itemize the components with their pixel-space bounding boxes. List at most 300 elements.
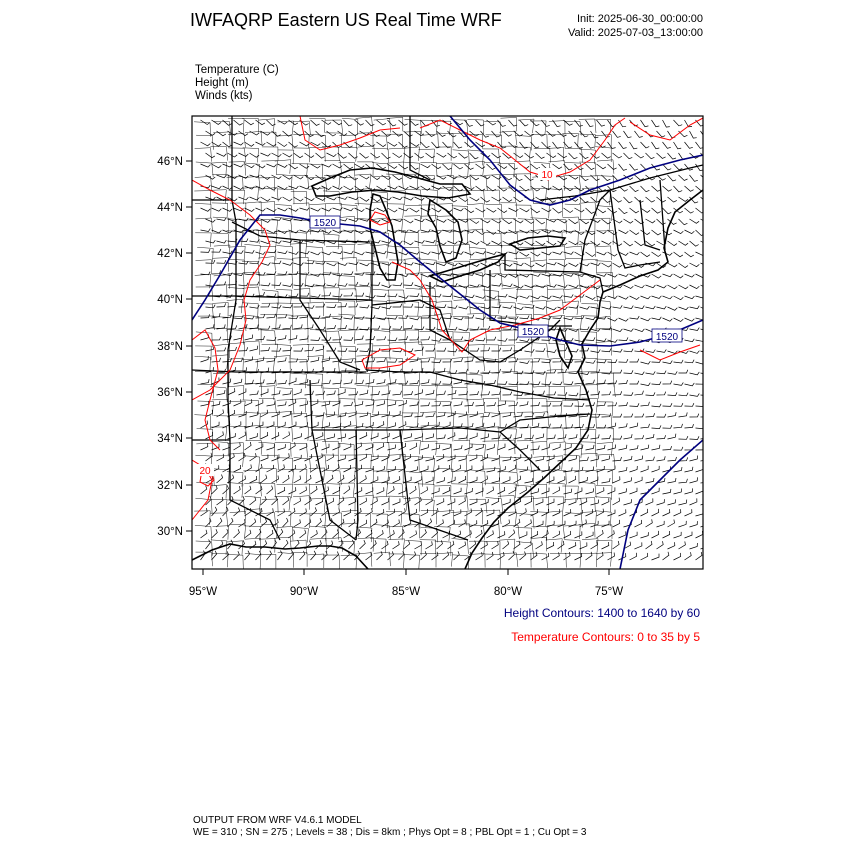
- wind-barb: [597, 274, 607, 277]
- wind-barb: [476, 402, 485, 406]
- wind-barb: [267, 294, 277, 297]
- county-line: [549, 121, 565, 135]
- county-line: [467, 313, 483, 327]
- county-line: [467, 134, 483, 148]
- wind-barb: [619, 509, 626, 516]
- wind-barb: [410, 208, 420, 212]
- wind-barb: [267, 357, 276, 362]
- wind-barb: [586, 142, 594, 148]
- wind-barb: [630, 532, 638, 538]
- wind-barb: [245, 164, 255, 168]
- wind-barb: [619, 531, 626, 538]
- wind-barb: [300, 230, 310, 233]
- wind-barb: [399, 164, 408, 169]
- wind-barb: [465, 402, 474, 406]
- county-line: [564, 427, 581, 441]
- wind-barb: [371, 455, 379, 461]
- county-line: [532, 527, 548, 541]
- wind-barb: [404, 520, 411, 527]
- wind-barb: [569, 241, 579, 245]
- wind-barb: [239, 453, 246, 461]
- county-line: [402, 413, 418, 427]
- wind-barb: [382, 390, 391, 395]
- wind-barb: [564, 317, 574, 320]
- wind-barb: [520, 531, 527, 538]
- wind-barb: [206, 175, 216, 179]
- county-line: [406, 472, 423, 487]
- wind-barb: [679, 131, 688, 137]
- wind-barb: [586, 488, 594, 494]
- wind-barb: [558, 392, 567, 395]
- wind-barb: [250, 305, 260, 308]
- wind-barb: [520, 508, 527, 516]
- wind-barb: [360, 412, 368, 417]
- wind-barb: [278, 401, 287, 406]
- wind-barb: [322, 314, 331, 318]
- wind-barb: [283, 153, 293, 157]
- county-line: [246, 383, 262, 397]
- wind-barb: [586, 467, 594, 473]
- county-line: [533, 386, 549, 400]
- wind-barb: [652, 466, 660, 472]
- wind-barb: [481, 219, 491, 223]
- wind-barb: [234, 465, 241, 472]
- wind-barb: [201, 208, 211, 211]
- wind-barb: [514, 434, 522, 439]
- wind-barb: [410, 186, 420, 189]
- wind-barb: [630, 423, 638, 428]
- county-line: [338, 443, 354, 459]
- wind-barb: [536, 263, 546, 267]
- wind-barb: [619, 296, 629, 299]
- wind-barb: [228, 281, 237, 285]
- wind-barb: [630, 553, 637, 560]
- wind-barb: [630, 316, 640, 319]
- county-line: [483, 345, 499, 359]
- wind-barb: [701, 372, 711, 375]
- wind-barb: [597, 120, 605, 126]
- wind-barb: [338, 263, 348, 266]
- wind-barb: [454, 337, 463, 340]
- wind-barb: [624, 477, 632, 483]
- wind-barb: [674, 186, 683, 192]
- wind-barb: [261, 131, 271, 135]
- wind-barb: [206, 540, 211, 549]
- wind-barb: [597, 402, 606, 406]
- county-line: [499, 164, 515, 178]
- wind-barb: [393, 541, 400, 549]
- wind-barb: [217, 497, 224, 505]
- county-line: [196, 135, 213, 150]
- wind-barb: [305, 475, 312, 483]
- wind-barb: [520, 252, 530, 256]
- wind-barb: [344, 379, 353, 384]
- wind-barb: [239, 347, 248, 351]
- wind-barb: [509, 208, 519, 212]
- county-line: [292, 329, 308, 343]
- wind-barb: [663, 489, 671, 494]
- county-line: [308, 554, 324, 568]
- wind-barb: [674, 120, 683, 126]
- wind-barb: [536, 541, 543, 549]
- wind-barb: [514, 307, 524, 310]
- wind-barb: [696, 295, 706, 298]
- wind-barb: [652, 142, 660, 149]
- wind-barb: [421, 509, 428, 516]
- wind-barb: [525, 131, 534, 136]
- county-line: [310, 498, 326, 512]
- wind-barb: [536, 219, 545, 224]
- wind-barb: [668, 371, 678, 374]
- wind-barb: [646, 197, 655, 202]
- county-line: [340, 413, 357, 427]
- wind-barb: [635, 306, 645, 309]
- wind-barb: [487, 552, 494, 560]
- wind-barb: [344, 486, 350, 494]
- wind-barb: [663, 381, 672, 384]
- wind-barb: [602, 391, 611, 395]
- county-line: [372, 456, 388, 470]
- wind-barb: [206, 518, 212, 527]
- wind-barb: [685, 142, 693, 148]
- wind-barb: [410, 552, 416, 561]
- wind-barb: [289, 142, 298, 147]
- wind-barb: [514, 175, 523, 181]
- wind-barb: [261, 153, 271, 156]
- wind-barb: [613, 329, 623, 332]
- county-line: [340, 455, 356, 469]
- wind-barb: [531, 423, 539, 428]
- wind-barb: [652, 296, 662, 299]
- county-line: [229, 162, 246, 176]
- wind-barb: [476, 317, 486, 320]
- wind-barb: [536, 241, 546, 245]
- wind-barb: [630, 466, 638, 472]
- wind-barb: [657, 392, 666, 395]
- wind-barb: [553, 382, 563, 385]
- county-line: [388, 554, 404, 568]
- county-line: [355, 286, 371, 301]
- wind-barb: [536, 153, 545, 159]
- wind-barb: [641, 424, 650, 428]
- wind-barb: [597, 164, 606, 169]
- wind-barb: [393, 326, 402, 329]
- lat-label: 36°N: [157, 387, 183, 399]
- wind-barb: [580, 153, 589, 159]
- county-line: [470, 499, 488, 513]
- wind-barb: [514, 131, 523, 136]
- wind-barb: [613, 305, 623, 308]
- wind-barb: [536, 521, 544, 527]
- wind-barb: [421, 336, 430, 340]
- wind-barb: [608, 359, 618, 362]
- wind-barb: [476, 552, 483, 560]
- wind-barb: [487, 467, 496, 472]
- wind-barb: [283, 497, 289, 505]
- wind-barb: [679, 307, 689, 310]
- wind-barb: [498, 338, 508, 341]
- wind-barb: [459, 369, 468, 373]
- wind-barb: [421, 402, 430, 406]
- wind-barb: [690, 543, 698, 549]
- wind-barb: [553, 164, 563, 169]
- wind-barb: [668, 392, 678, 395]
- wind-barb: [657, 219, 666, 224]
- wind-barb: [696, 339, 706, 342]
- wind-barb: [674, 296, 684, 300]
- county-line: [262, 455, 279, 469]
- wind-barb: [289, 208, 299, 211]
- wind-barb: [300, 336, 309, 341]
- wind-barb: [503, 305, 513, 308]
- wind-barb: [437, 391, 446, 395]
- wind-barb: [410, 402, 419, 407]
- wind-barb: [674, 164, 683, 170]
- county-line: [389, 539, 405, 553]
- wind-barb: [333, 186, 343, 189]
- wind-barb: [685, 230, 695, 234]
- wind-barb: [630, 445, 639, 450]
- wind-barb: [701, 197, 710, 203]
- wind-barb: [487, 230, 497, 234]
- wind-barb: [503, 541, 509, 549]
- wind-barb: [470, 284, 480, 287]
- wind-barb: [305, 324, 314, 329]
- wind-barb: [267, 271, 277, 274]
- wind-barb: [360, 390, 368, 395]
- county-line: [356, 329, 372, 343]
- wind-barb: [613, 370, 622, 373]
- wind-barb: [245, 250, 255, 253]
- wind-barb: [701, 543, 709, 549]
- county-line: [261, 233, 277, 248]
- wind-barb: [481, 347, 490, 351]
- wind-barb: [448, 263, 458, 266]
- wind-barb: [459, 476, 466, 483]
- wind-barb: [322, 465, 329, 472]
- county-line: [437, 216, 454, 230]
- wind-barb: [223, 485, 229, 494]
- wind-barb: [360, 153, 369, 158]
- wind-barb: [393, 349, 403, 352]
- valid-time: Valid: 2025-07-03_13:00:00: [568, 27, 703, 39]
- county-line: [357, 133, 373, 147]
- wind-barb: [322, 292, 331, 296]
- wind-barb: [674, 383, 684, 386]
- wind-barb: [294, 153, 304, 158]
- wind-barb: [278, 164, 288, 167]
- wind-barb: [223, 186, 233, 189]
- wind-barb: [509, 142, 518, 148]
- wind-barb: [432, 445, 440, 450]
- wind-barb: [597, 208, 606, 213]
- wind-barb: [624, 263, 634, 266]
- wind-barb: [520, 120, 529, 126]
- field-height-label: Height (m): [195, 77, 249, 89]
- wind-barb: [668, 197, 677, 202]
- wind-barb: [652, 509, 659, 516]
- wind-barb: [256, 551, 261, 560]
- wind-barb: [333, 230, 343, 233]
- wind-barb: [459, 328, 469, 331]
- county-line: [579, 243, 596, 257]
- wind-barb: [454, 317, 464, 320]
- wind-barb: [261, 347, 270, 351]
- wind-barb: [382, 498, 389, 505]
- wind-barb: [300, 464, 307, 472]
- wind-barb: [696, 317, 706, 320]
- wind-barb: [652, 554, 660, 560]
- wind-barb: [465, 164, 474, 169]
- wind-barb: [366, 508, 373, 516]
- county-line: [597, 373, 614, 388]
- county-line: [212, 303, 228, 317]
- wind-barb: [344, 293, 353, 297]
- wind-barb: [399, 421, 406, 428]
- wind-barb: [652, 252, 662, 257]
- wind-barb: [360, 175, 370, 179]
- county-line: [278, 189, 294, 204]
- wind-barb: [701, 175, 710, 180]
- wind-barb: [448, 305, 458, 308]
- wind-barb: [360, 520, 367, 527]
- wind-barb: [509, 382, 519, 385]
- county-line: [243, 187, 259, 201]
- county-line: [356, 427, 372, 442]
- wind-barb: [597, 360, 607, 363]
- wind-barb: [261, 326, 270, 329]
- wind-barb: [646, 350, 656, 353]
- wind-barb: [635, 285, 645, 288]
- county-line: [275, 344, 291, 359]
- wind-barb: [547, 435, 556, 439]
- wind-barb: [498, 120, 506, 126]
- wind-barb: [586, 208, 595, 213]
- wind-barb: [646, 519, 653, 527]
- wind-barb: [586, 120, 594, 127]
- county-line: [259, 539, 275, 553]
- wind-barb: [300, 251, 310, 254]
- wind-barb: [696, 488, 704, 494]
- wind-barb: [663, 425, 672, 428]
- county-line: [374, 330, 390, 346]
- county-line: [292, 175, 309, 189]
- wind-barb: [261, 475, 267, 483]
- wind-barb: [547, 542, 554, 549]
- county-line: [405, 190, 422, 204]
- wind-barb: [641, 186, 650, 192]
- wind-barb: [415, 131, 425, 136]
- wind-barb: [212, 208, 222, 211]
- wind-barb: [426, 348, 435, 351]
- wind-barb: [234, 551, 240, 560]
- wind-barb: [415, 455, 423, 461]
- wind-barb: [701, 131, 709, 138]
- wind-barb: [366, 120, 375, 126]
- county-line: [534, 149, 551, 163]
- wind-barb: [553, 424, 562, 428]
- wind-barb: [448, 153, 457, 158]
- wind-barb: [553, 487, 560, 494]
- wind-barb: [410, 120, 419, 126]
- wind-barb: [333, 487, 340, 494]
- wind-barb: [685, 296, 695, 299]
- wind-barb: [234, 251, 244, 254]
- wind-barb: [377, 443, 384, 450]
- wind-barb: [657, 371, 667, 374]
- wind-barb: [679, 393, 689, 396]
- wind-barb: [619, 318, 629, 321]
- county-line: [546, 401, 562, 415]
- wind-barb: [597, 252, 607, 255]
- county-line: [566, 148, 583, 162]
- wind-barb: [212, 507, 217, 516]
- wind-barb: [212, 164, 222, 168]
- wind-barb: [300, 293, 309, 296]
- wind-barb: [635, 241, 644, 246]
- wind-barb: [613, 541, 620, 549]
- wind-barb: [674, 424, 683, 428]
- wind-barb: [415, 240, 425, 243]
- county-line: [468, 345, 484, 359]
- wind-barb: [344, 208, 354, 211]
- wind-barb: [608, 142, 616, 149]
- wind-barb: [223, 379, 231, 384]
- wind-barb: [685, 383, 695, 386]
- wind-barb: [421, 379, 430, 384]
- wind-barb: [410, 531, 417, 539]
- model-info-line-1: OUTPUT FROM WRF V4.6.1 MODEL: [193, 815, 362, 826]
- wind-barb: [476, 208, 486, 212]
- wind-barb: [267, 380, 276, 384]
- county-line: [309, 118, 325, 133]
- wind-barb: [536, 348, 546, 351]
- wind-barb: [327, 153, 337, 157]
- wind-barb: [514, 263, 524, 266]
- county-line: [212, 553, 228, 567]
- wind-barb: [487, 252, 497, 255]
- wind-barb: [437, 435, 446, 440]
- wind-barb: [630, 186, 639, 192]
- wind-barb: [404, 262, 414, 265]
- wind-barb: [300, 401, 308, 406]
- wind-barb: [476, 338, 486, 341]
- wind-barb: [624, 499, 632, 505]
- wind-barb: [668, 263, 678, 267]
- wind-barb: [476, 444, 484, 450]
- wind-barb: [432, 186, 442, 190]
- wind-barb: [591, 541, 598, 549]
- wind-barb: [388, 551, 394, 560]
- wind-barb: [547, 262, 557, 265]
- wind-barb: [509, 465, 516, 472]
- wind-barb: [663, 446, 672, 450]
- wind-barb: [382, 541, 389, 549]
- wind-barb: [404, 241, 414, 245]
- wind-barb: [201, 249, 211, 252]
- wind-barb: [701, 351, 711, 354]
- wind-barb: [602, 478, 611, 483]
- wind-barb: [586, 164, 595, 170]
- county-line: [451, 496, 468, 510]
- wind-barb: [371, 326, 380, 329]
- county-line: [245, 553, 261, 568]
- wind-barb: [657, 414, 666, 417]
- wind-barb: [272, 432, 279, 439]
- wind-barb: [685, 552, 692, 560]
- wind-barb: [569, 285, 579, 288]
- wind-barb: [696, 252, 706, 255]
